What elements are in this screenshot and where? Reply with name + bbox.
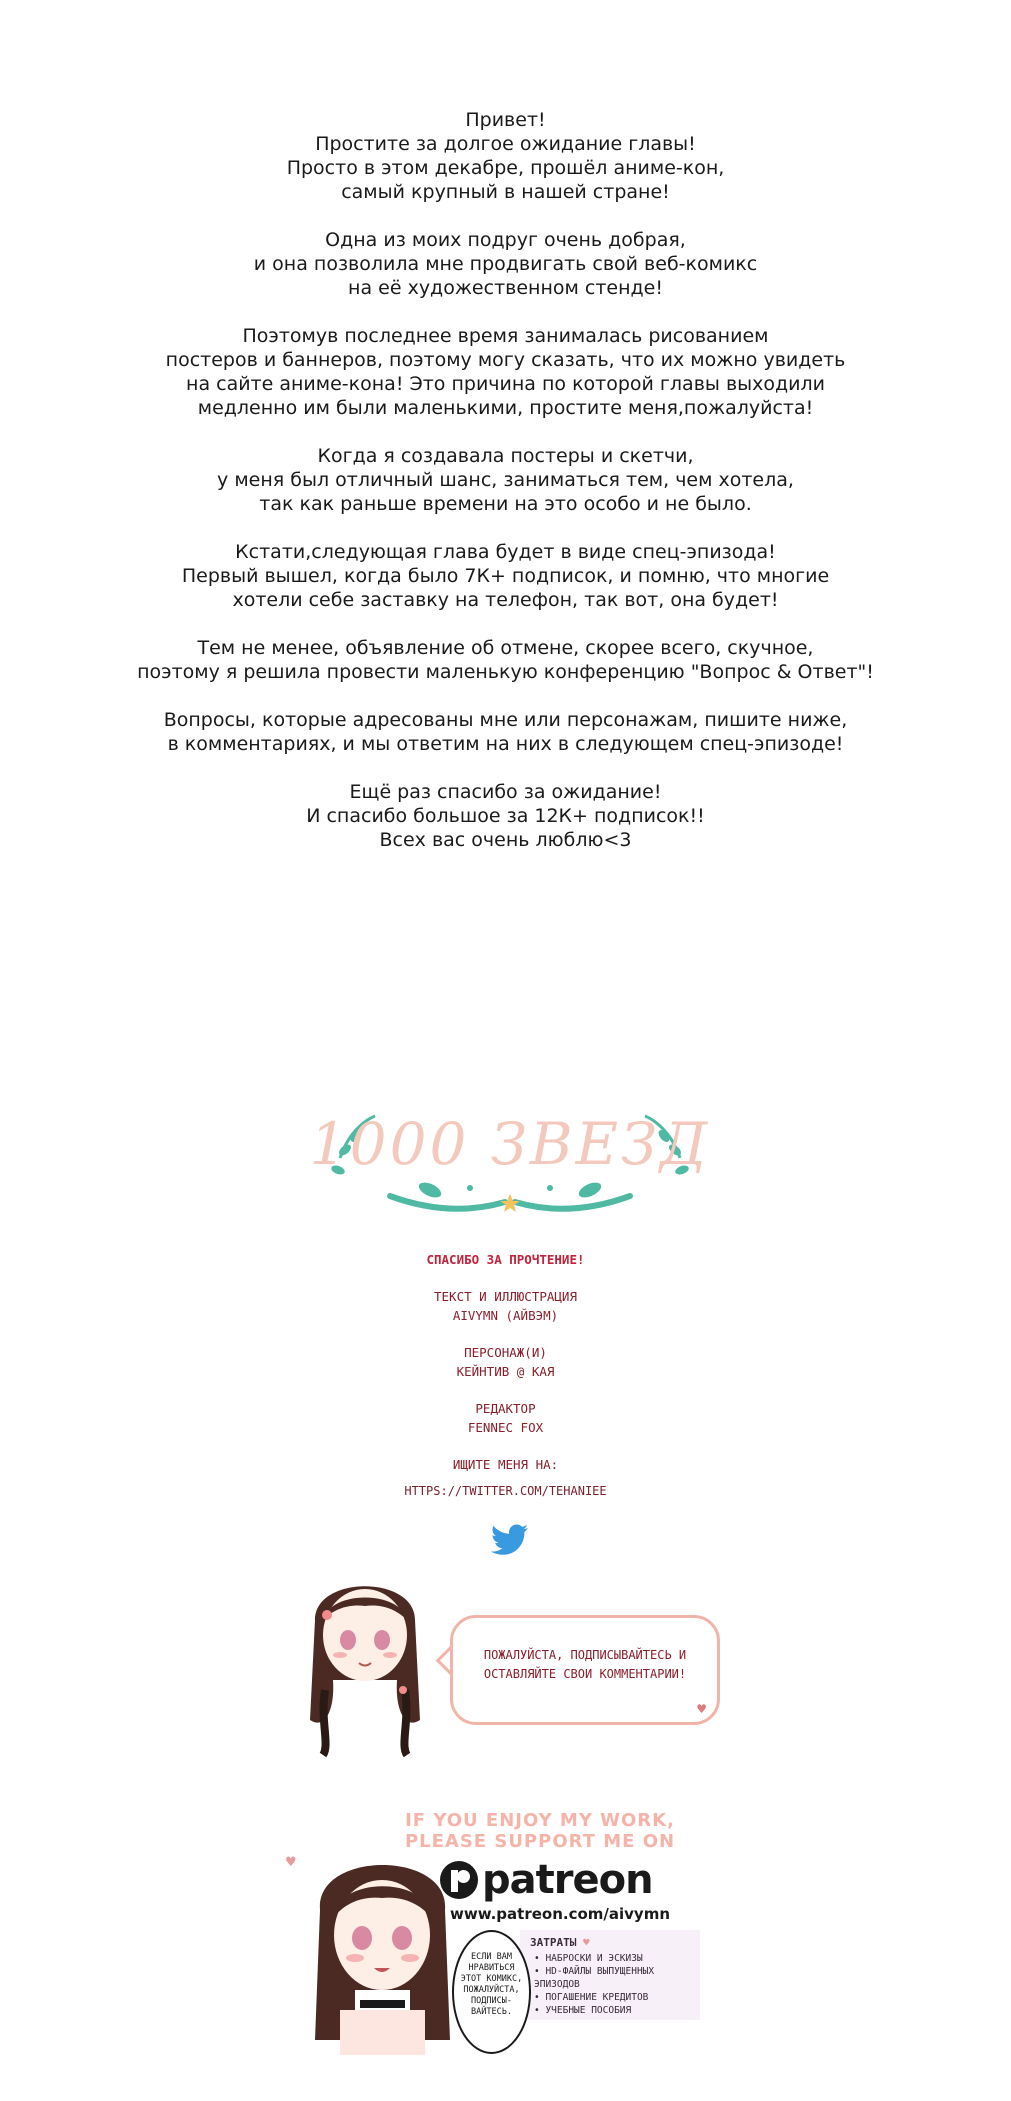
letter-line: Поэтомув последнее время занималась рисованием [242, 325, 769, 347]
costs-item: • УЧЕБНЫЕ ПОСОБИЯ [534, 2004, 700, 2017]
bubble-line: ПОЖАЛУЙСТА, [463, 1985, 520, 1995]
costs-title: ЗАТРАТЫ ♥ [530, 1936, 590, 1949]
patreon-url[interactable]: www.patreon.com/aivymn [449, 1905, 671, 1923]
letter-line: Всех вас очень люблю<3 [379, 829, 632, 851]
letter-paragraph [0, 780, 1011, 852]
editor-value: FENNEC FOX [467, 1420, 544, 1435]
letter-line: у меня был отличный шанс, заниматься тем, чем хотела, [217, 469, 794, 491]
letter-line: Просто в этом декабре, прошёл аниме-кон, [286, 157, 725, 179]
letter-paragraph [0, 108, 1011, 204]
letter-line: в комментариях, и мы ответим на них в следующем спец-эпизоде! [167, 733, 844, 755]
patreon-speech-bubble [452, 1930, 531, 2054]
bubble-line: ПОДПИСЫ- [471, 1996, 512, 2006]
letter-line: самый крупный в нашей стране! [341, 181, 670, 203]
letter-paragraph [0, 636, 1011, 684]
letter-line: Одна из моих подруг очень добрая, [325, 229, 686, 251]
letter-line: Привет! [465, 109, 546, 131]
costs-item: • HD-ФАЙЛЫ ВЫПУЩЕННЫХ ЭПИЗОДОВ [534, 1965, 700, 1991]
letter-line: постеров и баннеров, поэтому могу сказать, что их можно увидеть [165, 349, 846, 371]
letter-paragraph [0, 444, 1011, 516]
bubble-line: ЭТОТ КОМИКС, [460, 1974, 523, 1984]
subscribe-line-1: ПОЖАЛУЙСТА, ПОДПИСЫВАЙТЕСЬ И [483, 1648, 687, 1662]
text-label: ТЕКСТ И ИЛЛЮСТРАЦИЯ [434, 1289, 577, 1304]
bubble-line: ЕСЛИ ВАМ [471, 1952, 512, 1962]
costs-item: • НАБРОСКИ И ЭСКИЗЫ [534, 1952, 700, 1965]
subscribe-speech-bubble [450, 1615, 720, 1725]
heart-icon: ♥ [696, 1702, 707, 1716]
letter-line: и она позволила мне продвигать свой веб-комикс [253, 253, 758, 275]
letter-line: так как раньше времени на это особо и не было. [259, 493, 752, 515]
subscribe-line-2: ОСТАВЛЯЙТЕ СВОИ КОММЕНТАРИИ! [483, 1667, 687, 1681]
letter-line: Простите за долгое ожидание главы! [315, 133, 696, 155]
costs-list [534, 1952, 700, 2017]
author-avatar [285, 1560, 445, 1760]
letter-line: И спасибо большое за 12К+ подписок!! [306, 805, 705, 827]
letter-line: Тем не менее, объявление об отмене, скорее всего, скучное, [197, 637, 814, 659]
credits-block [0, 1250, 1011, 1519]
letter-line: Ещё раз спасибо за ожидание! [349, 781, 662, 803]
thanks-text: СПАСИБО ЗА ПРОЧТЕНИЕ! [426, 1252, 585, 1267]
twitter-link[interactable]: HTTPS://TWITTER.COM/TEHANIEE [404, 1484, 607, 1498]
heart-icon: ♥ [582, 1936, 590, 1949]
letter-paragraph [0, 708, 1011, 756]
letter-line: поэтому я решила провести маленькую конференцию "Вопрос & Ответ"! [137, 661, 874, 683]
author-avatar-patreon [300, 1840, 470, 2055]
costs-item: • ПОГАШЕНИЕ КРЕДИТОВ [534, 1991, 700, 2004]
bubble-line: НРАВИТЬСЯ [468, 1963, 515, 1973]
characters-label: ПЕРСОНАЖ(И) [464, 1345, 547, 1360]
letter-line: медленно им были маленькими, простите меня,пожалуйста! [197, 397, 814, 419]
letter-line: хотели себе заставку на телефон, так вот, она будет! [232, 589, 779, 611]
costs-panel [520, 1930, 700, 2020]
title-text: 1000 ЗВЕЗД [309, 1110, 711, 1178]
letter-line: Кстати,следующая глава будет в виде спец-эпизода! [235, 541, 776, 563]
twitter-bird-icon[interactable] [490, 1523, 530, 1555]
support-line-1: IF YOU ENJOY MY WORK, [405, 1810, 675, 1831]
bubble-line: ВАЙТЕСЬ. [471, 2007, 512, 2017]
star-icon [500, 1194, 520, 1212]
letter-line: на сайте аниме-кона! Это причина по которой главы выходили [186, 373, 825, 395]
letter-paragraph [0, 228, 1011, 300]
title-banner [300, 1088, 720, 1238]
heart-icon: ♥ [285, 1855, 297, 1870]
characters-value: КЕЙНТИВ @ КАЯ [456, 1364, 555, 1379]
editor-label: РЕДАКТОР [475, 1401, 536, 1416]
text-value: AIVYMN (АЙВЭМ) [452, 1308, 559, 1323]
patreon-wordmark: patreon [482, 1857, 653, 1903]
letter-line: Первый вышел, когда было 7К+ подписок, и помню, что многие [181, 565, 830, 587]
letter-line: на её художественном стенде! [348, 277, 663, 299]
author-letter [0, 108, 1011, 876]
support-line-2: PLEASE SUPPORT ME ON [404, 1831, 676, 1852]
patreon-logo[interactable] [440, 1858, 653, 1902]
letter-paragraph [0, 540, 1011, 612]
letter-line: Когда я создавала постеры и скетчи, [317, 445, 694, 467]
letter-paragraph [0, 324, 1011, 420]
find-me-label: ИЩИТЕ МЕНЯ НА: [452, 1457, 559, 1472]
letter-line: Вопросы, которые адресованы мне или персонажам, пишите ниже, [163, 709, 848, 731]
